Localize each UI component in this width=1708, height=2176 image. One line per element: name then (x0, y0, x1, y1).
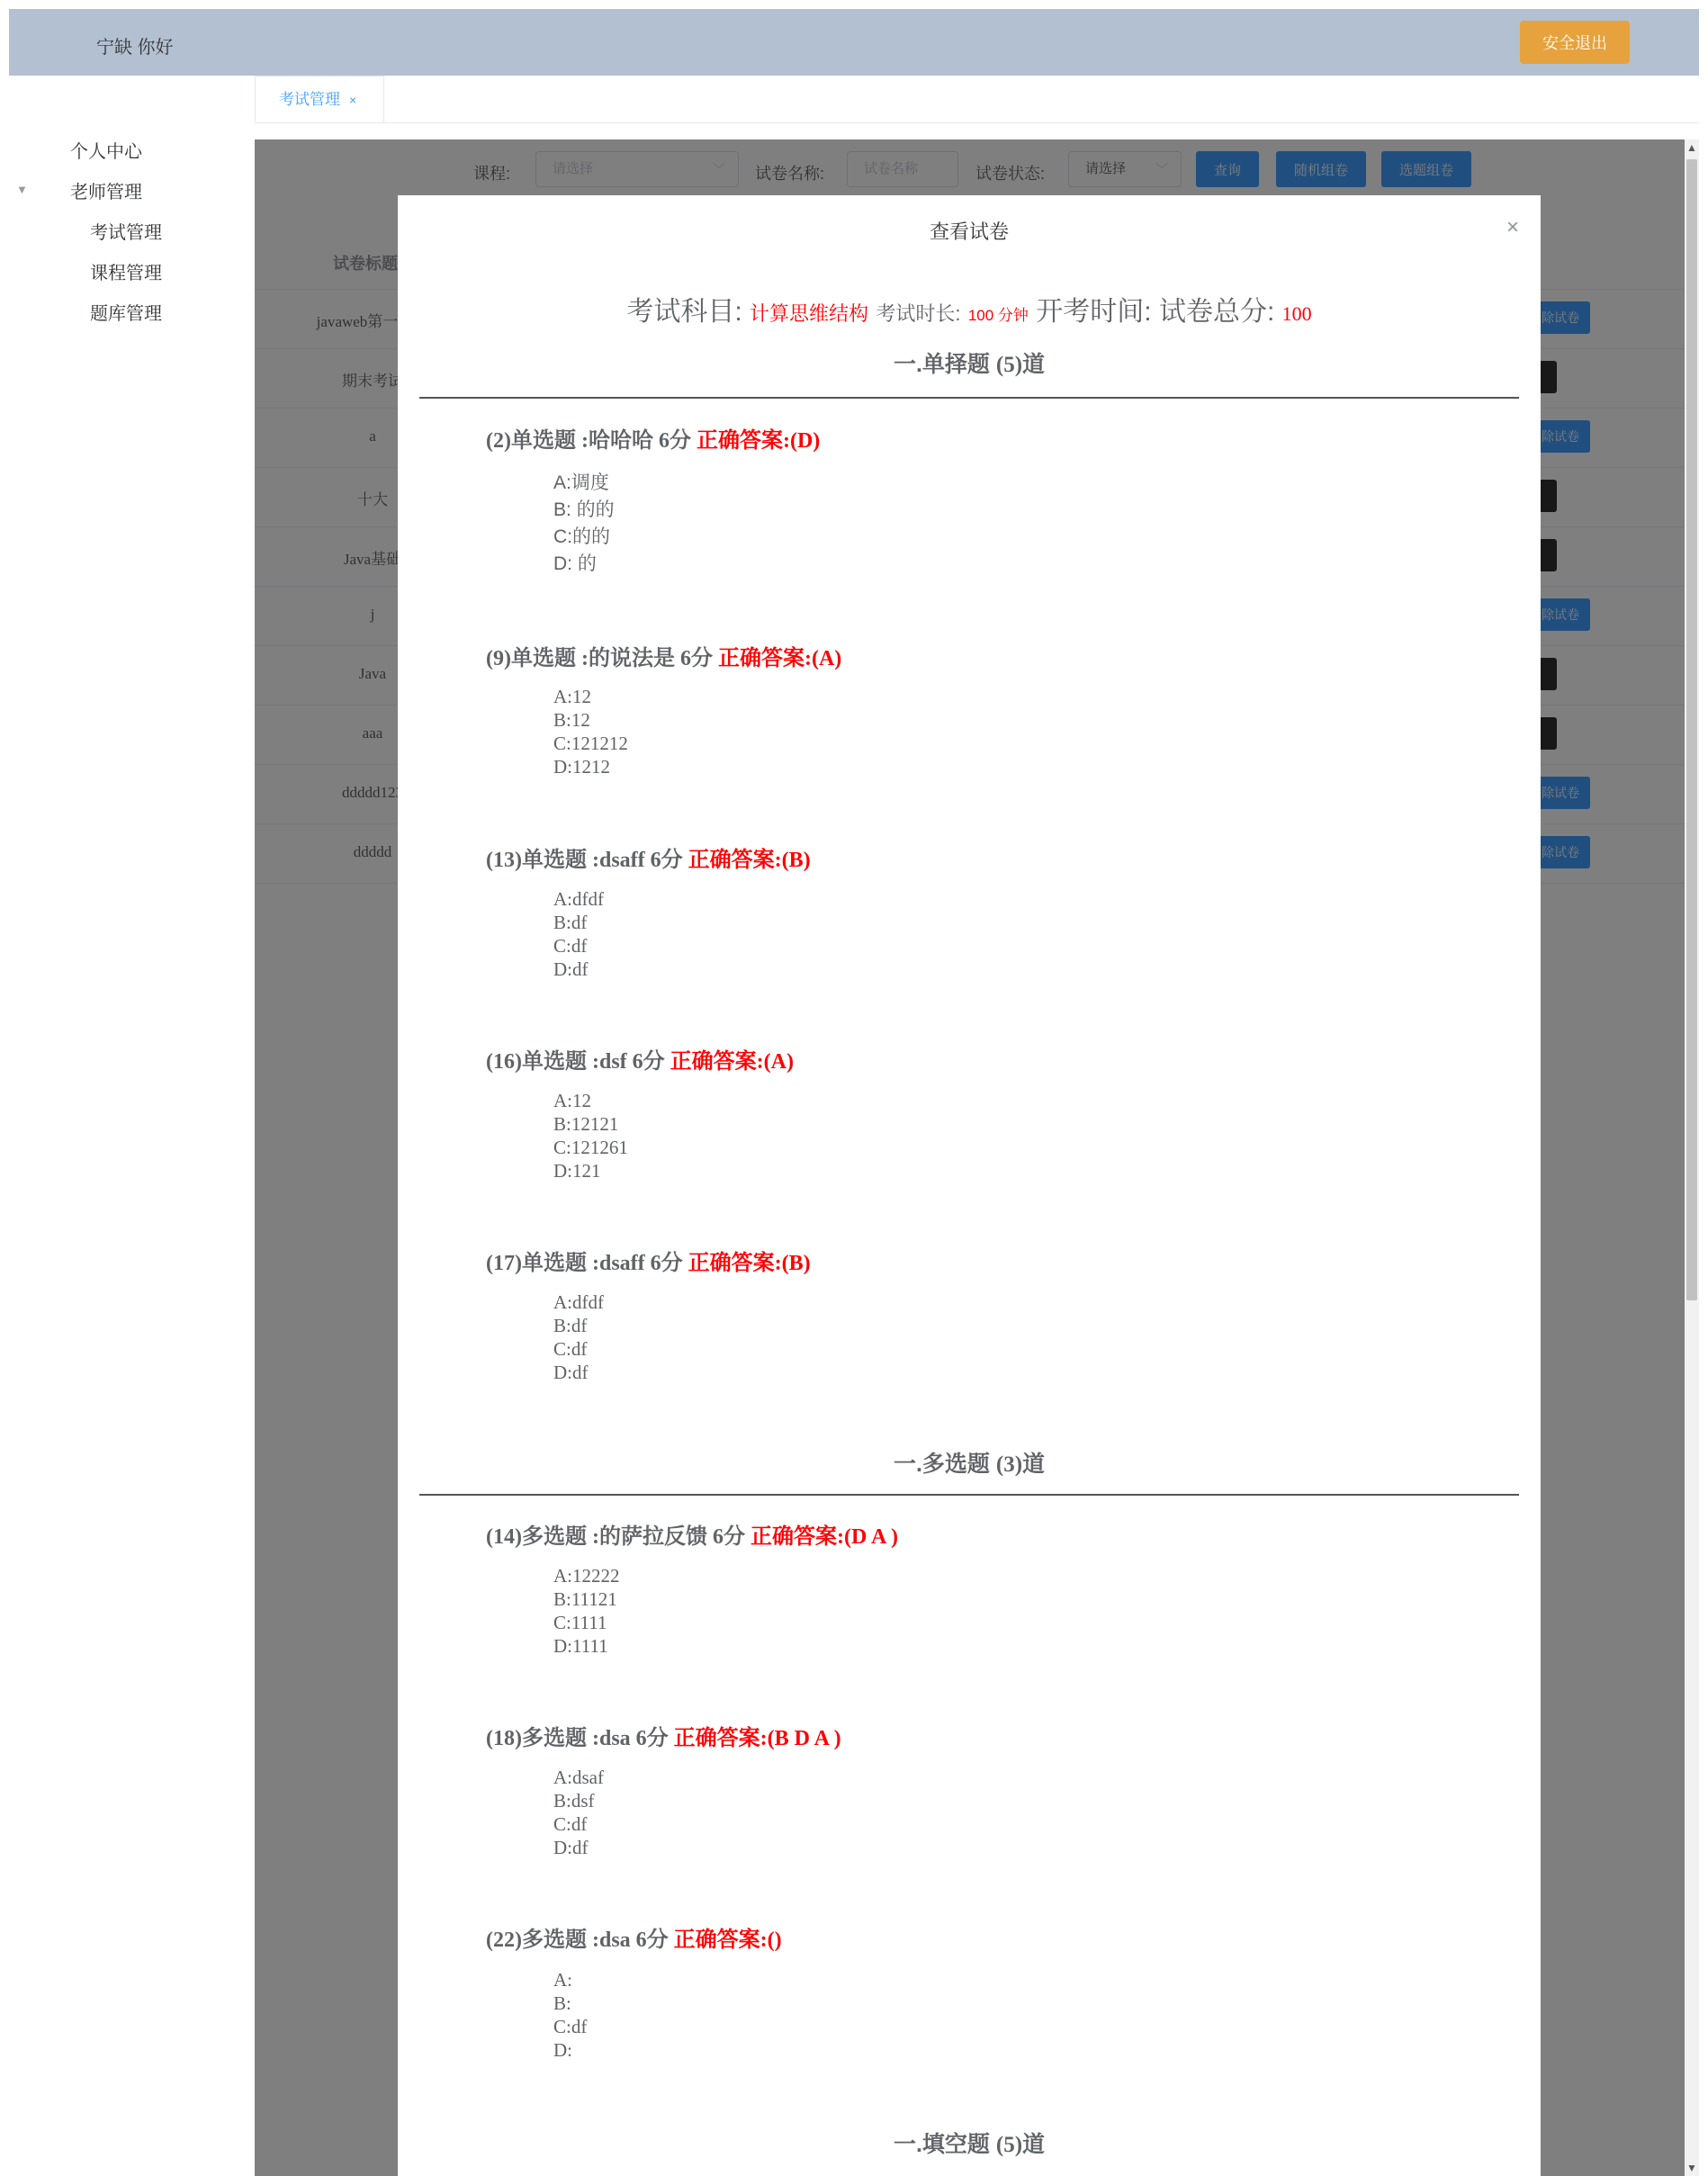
question-title (486, 640, 841, 671)
question-title (486, 1921, 782, 1953)
total-score-value: 100 (1281, 302, 1312, 325)
option-c: C:1111 (553, 1612, 607, 1633)
option-a: A:dfdf (553, 888, 604, 910)
question-options (553, 887, 604, 981)
option-a: A:dfdf (553, 1291, 604, 1313)
question-head: (18)多选题 :dsa 6分 (486, 1727, 669, 1750)
correct-answer: 正确答案:(B) (688, 1252, 811, 1275)
correct-answer: 正确答案:(A) (717, 647, 842, 670)
option-c: C:df (553, 1338, 588, 1360)
option-d: D:df (553, 958, 589, 980)
top-header (9, 9, 1699, 76)
option-b: B:11121 (553, 1588, 617, 1610)
question-title (486, 1245, 811, 1276)
question-title (486, 1518, 898, 1550)
correct-answer: 正确答案:(B) (688, 849, 811, 872)
subject-value: 计算思维结构 (750, 302, 869, 325)
option-b: B: 的的 (553, 499, 615, 520)
question-options (553, 1766, 604, 1859)
tab-close-icon[interactable]: × (349, 93, 357, 107)
scroll-down-arrow-icon[interactable]: ▼ (1686, 2162, 1697, 2174)
section-name: 一.多选题 (893, 1452, 990, 1477)
question-head: (22)多选题 :dsa 6分 (486, 1929, 669, 1952)
tab-exam-management[interactable] (255, 76, 384, 122)
option-a: A:12222 (553, 1565, 620, 1587)
sidebar-item-exam-management[interactable]: 考试管理 (90, 223, 162, 243)
question-head: (16)单选题 :dsf 6分 (486, 1050, 665, 1074)
subject-label: 考试科目: (626, 297, 742, 327)
option-a: A:12 (553, 686, 591, 707)
correct-answer: 正确答案:() (673, 1929, 782, 1952)
question-options (553, 1564, 620, 1658)
section-count: (5)道 (995, 353, 1046, 377)
question-title (486, 1043, 794, 1075)
start-time-label: 开考时间: (1036, 297, 1152, 327)
correct-answer: 正确答案:(B D A ) (673, 1727, 841, 1750)
exam-info (398, 289, 1541, 328)
tabs-bar (255, 76, 1699, 123)
question-options (553, 1290, 604, 1384)
section-title (398, 1446, 1541, 1479)
question-head: (9)单选题 :的说法是 6分 (486, 647, 713, 670)
caret-down-icon[interactable]: ▼ (16, 183, 28, 196)
option-c: C:121261 (553, 1137, 628, 1158)
option-d: D: 的 (553, 553, 597, 574)
user-greeting: 宁缺 你好 (96, 38, 174, 58)
option-c: C:df (553, 935, 588, 957)
sidebar-item-personal-center[interactable]: 个人中心 (70, 142, 142, 162)
option-b: B:df (553, 912, 588, 933)
section-divider (419, 397, 1519, 399)
option-c: C:121212 (553, 733, 628, 754)
section-title (398, 346, 1541, 379)
option-d: D:1111 (553, 1635, 608, 1657)
sidebar-item-course-management[interactable]: 课程管理 (90, 264, 162, 283)
question-options (553, 1968, 587, 2062)
view-paper-dialog (398, 195, 1541, 2176)
tab-label: 考试管理 (279, 91, 340, 108)
question-options (553, 470, 615, 578)
section-count: (3)道 (995, 1452, 1046, 1477)
section-name: 一.单择题 (893, 352, 990, 377)
duration-label: 考试时长: (876, 302, 961, 325)
question-head: (14)多选题 :的萨拉反馈 6分 (486, 1525, 745, 1549)
question-options (553, 1089, 628, 1182)
question-options (553, 685, 628, 778)
option-a: A:12 (553, 1090, 591, 1111)
question-head: (13)单选题 :dsaff 6分 (486, 849, 683, 872)
option-d: D:df (553, 1837, 589, 1858)
question-title (486, 841, 811, 873)
correct-answer: 正确答案:(D) (696, 429, 821, 453)
option-a: A:调度 (553, 472, 609, 493)
option-c: C:df (553, 2016, 588, 2037)
section-count: (5)道 (995, 2133, 1046, 2157)
option-b: B:12 (553, 709, 590, 731)
sidebar-item-teacher-management[interactable]: 老师管理 (70, 183, 142, 202)
question-title (486, 422, 820, 454)
duration-value: 100 分钟 (967, 307, 1029, 324)
section-divider (419, 1494, 1519, 1496)
option-c: C:df (553, 1813, 588, 1835)
option-a: A:dsaf (553, 1767, 604, 1788)
total-score-label: 试卷总分: (1158, 297, 1275, 327)
option-a: A: (553, 1969, 572, 1991)
option-b: B:df (553, 1315, 588, 1336)
option-b: B: (553, 1992, 571, 2014)
section-title (398, 2127, 1541, 2159)
correct-answer: 正确答案:(A) (670, 1050, 794, 1074)
question-head: (2)单选题 :哈哈哈 6分 (486, 429, 691, 453)
question-title (486, 1720, 841, 1751)
sidebar-item-question-bank[interactable]: 题库管理 (90, 304, 162, 324)
option-b: B:12121 (553, 1113, 619, 1135)
option-d: D:df (553, 1362, 589, 1383)
scrollbar-thumb[interactable] (1686, 159, 1697, 1300)
scroll-up-arrow-icon[interactable]: ▲ (1686, 141, 1697, 154)
option-d: D:1212 (553, 756, 610, 778)
option-d: D:121 (553, 1160, 601, 1182)
question-head: (17)单选题 :dsaff 6分 (486, 1252, 683, 1275)
section-name: 一.填空题 (893, 2132, 990, 2157)
logout-button[interactable]: 安全退出 (1520, 21, 1630, 64)
close-icon[interactable]: × (1506, 215, 1519, 239)
option-b: B:dsf (553, 1790, 595, 1812)
option-c: C:的的 (553, 526, 610, 547)
option-d: D: (553, 2039, 572, 2061)
correct-answer: 正确答案:(D A ) (750, 1525, 898, 1549)
dialog-title: 查看试卷 (929, 220, 1009, 243)
page-scrollbar[interactable] (1685, 139, 1699, 2176)
